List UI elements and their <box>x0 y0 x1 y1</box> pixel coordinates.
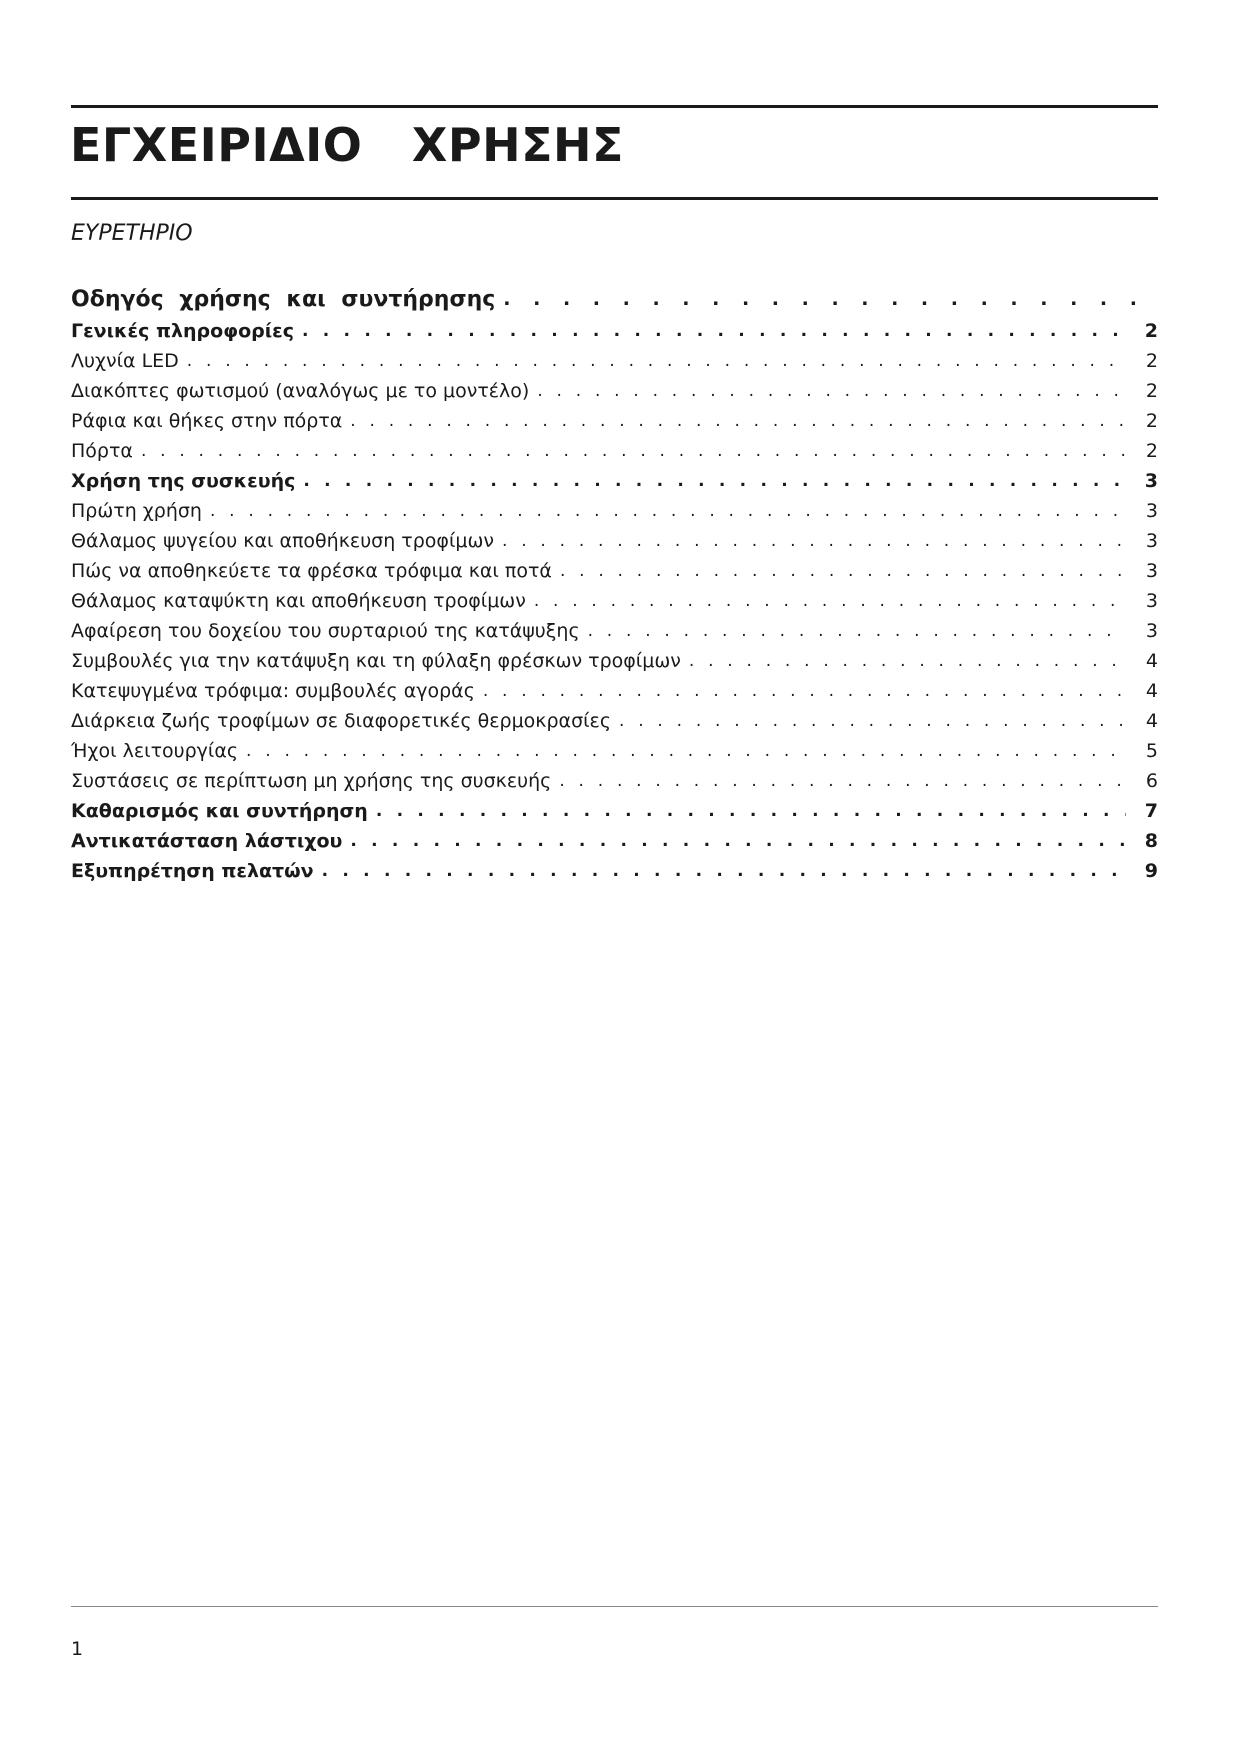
toc-entry-label: Πρώτη χρήση <box>71 500 202 522</box>
toc-entry-page: 3 <box>1144 470 1158 492</box>
toc-entry-label: Συστάσεις σε περίπτωση μη χρήσης της συσκευής <box>71 770 552 792</box>
toc-entry-label: Ράφια και θήκες στην πόρτα <box>71 410 343 432</box>
toc-entry-label: Θάλαμος καταψύκτη και αποθήκευση τροφίμων <box>71 590 526 612</box>
toc-dot-leader <box>302 323 1126 340</box>
toc-entry[interactable] <box>71 436 1158 466</box>
toc-entry-page: 4 <box>1145 710 1158 732</box>
toc-entry-label: Κατεψυγμένα τρόφιμα: συμβουλές αγοράς <box>71 680 475 702</box>
toc-dot-leader <box>537 383 1126 400</box>
toc-entry[interactable] <box>71 736 1158 766</box>
toc-entry[interactable] <box>71 586 1158 616</box>
toc-dot-leader <box>559 773 1126 790</box>
toc-entry-label: Καθαρισμός και συντήρηση <box>71 800 368 822</box>
toc-entry[interactable] <box>71 826 1158 856</box>
toc-dot-leader <box>689 653 1126 670</box>
toc-entry-page: 3 <box>1145 590 1158 612</box>
toc-entry-label: Διακόπτες φωτισμού (αναλόγως με το μοντέλο) <box>71 380 530 402</box>
toc-entry[interactable] <box>71 766 1158 796</box>
toc-entry[interactable] <box>71 406 1158 436</box>
toc-entry-label: Θάλαμος ψυγείου και αποθήκευση τροφίμων <box>71 530 495 552</box>
toc-entry[interactable] <box>71 616 1158 646</box>
toc-entry-label: Πόρτα <box>71 440 133 462</box>
toc-entry-page: 3 <box>1145 620 1158 642</box>
toc-entry[interactable] <box>71 466 1158 496</box>
toc-entry-page: 5 <box>1145 740 1158 762</box>
toc-dot-leader <box>483 683 1126 700</box>
toc-entry[interactable] <box>71 796 1158 826</box>
toc-entry[interactable] <box>71 526 1158 556</box>
toc-dot-leader <box>187 353 1126 370</box>
toc-entry[interactable] <box>71 346 1158 376</box>
toc-entry[interactable] <box>71 676 1158 706</box>
toc-entry-label: Λυχνία LED <box>71 350 179 372</box>
toc-entry-label: Ήχοι λειτουργίας <box>71 740 239 762</box>
toc-entry[interactable] <box>71 282 1158 316</box>
toc-entry[interactable] <box>71 316 1158 346</box>
toc-entry-label: Πώς να αποθηκεύετε τα φρέσκα τρόφιμα και ποτά <box>71 560 552 582</box>
toc-entry[interactable] <box>71 856 1158 886</box>
toc-entry-label: Χρήση της συσκευής <box>71 470 296 492</box>
toc-entry[interactable] <box>71 646 1158 676</box>
toc-entry[interactable] <box>71 496 1158 526</box>
page-number: 1 <box>71 1638 84 1660</box>
toc-entry-page: 8 <box>1144 830 1158 852</box>
toc-entry-label: Συμβουλές για την κατάψυξη και τη φύλαξη φρέσκων τροφίμων <box>71 650 681 672</box>
toc-entry[interactable] <box>71 706 1158 736</box>
toc-dot-leader <box>350 833 1126 850</box>
toc-entry-page: 3 <box>1145 500 1158 522</box>
toc-entry-page: 4 <box>1145 680 1158 702</box>
toc-dot-leader <box>350 413 1126 430</box>
toc-entry-page: 2 <box>1144 320 1158 342</box>
toc-entry-page: 2 <box>1145 410 1158 432</box>
toc-entry-page: 4 <box>1145 650 1158 672</box>
toc-dot-leader <box>502 533 1126 550</box>
toc-entry[interactable] <box>71 556 1158 586</box>
toc-dot-leader <box>619 713 1126 730</box>
toc-dot-leader <box>534 593 1126 610</box>
document-title: ΕΓΧΕΙΡΙΔΙΟ ΧΡΗΣΗΣ <box>70 118 624 172</box>
toc-entry[interactable] <box>71 376 1158 406</box>
toc-dot-leader <box>141 443 1126 460</box>
table-of-contents <box>71 282 1158 886</box>
toc-dot-leader <box>246 743 1126 760</box>
toc-dot-leader <box>560 563 1126 580</box>
top-rule <box>71 105 1158 108</box>
toc-entry-label: Οδηγός χρήσης και συντήρησης <box>71 286 496 312</box>
toc-entry-page: 3 <box>1145 530 1158 552</box>
toc-dot-leader <box>303 473 1126 490</box>
title-rule <box>71 197 1158 200</box>
toc-entry-page: 9 <box>1144 860 1158 882</box>
toc-entry-page: 2 <box>1145 380 1158 402</box>
toc-dot-leader <box>588 623 1126 640</box>
toc-entry-page: 2 <box>1145 350 1158 372</box>
index-heading: ΕΥΡΕΤΗΡΙΟ <box>71 221 193 246</box>
toc-entry-page: 3 <box>1145 560 1158 582</box>
toc-dot-leader <box>210 503 1126 520</box>
toc-dot-leader <box>376 803 1126 820</box>
toc-entry-page: 2 <box>1145 440 1158 462</box>
toc-entry-label: Διάρκεια ζωής τροφίμων σε διαφορετικές θερμοκρασίες <box>71 710 611 732</box>
toc-entry-label: Αντικατάσταση λάστιχου <box>71 830 343 852</box>
toc-dot-leader <box>322 863 1126 880</box>
toc-entry-label: Αφαίρεση του δοχείου του συρταριού της κατάψυξης <box>71 620 580 642</box>
footer-rule <box>71 1606 1158 1607</box>
toc-entry-label: Γενικές πληροφορίες <box>71 320 294 342</box>
toc-entry-page: 7 <box>1144 800 1158 822</box>
toc-entry-label: Εξυπηρέτηση πελατών <box>71 860 314 882</box>
toc-entry-page: 6 <box>1145 770 1158 792</box>
toc-dot-leader <box>503 290 1158 309</box>
